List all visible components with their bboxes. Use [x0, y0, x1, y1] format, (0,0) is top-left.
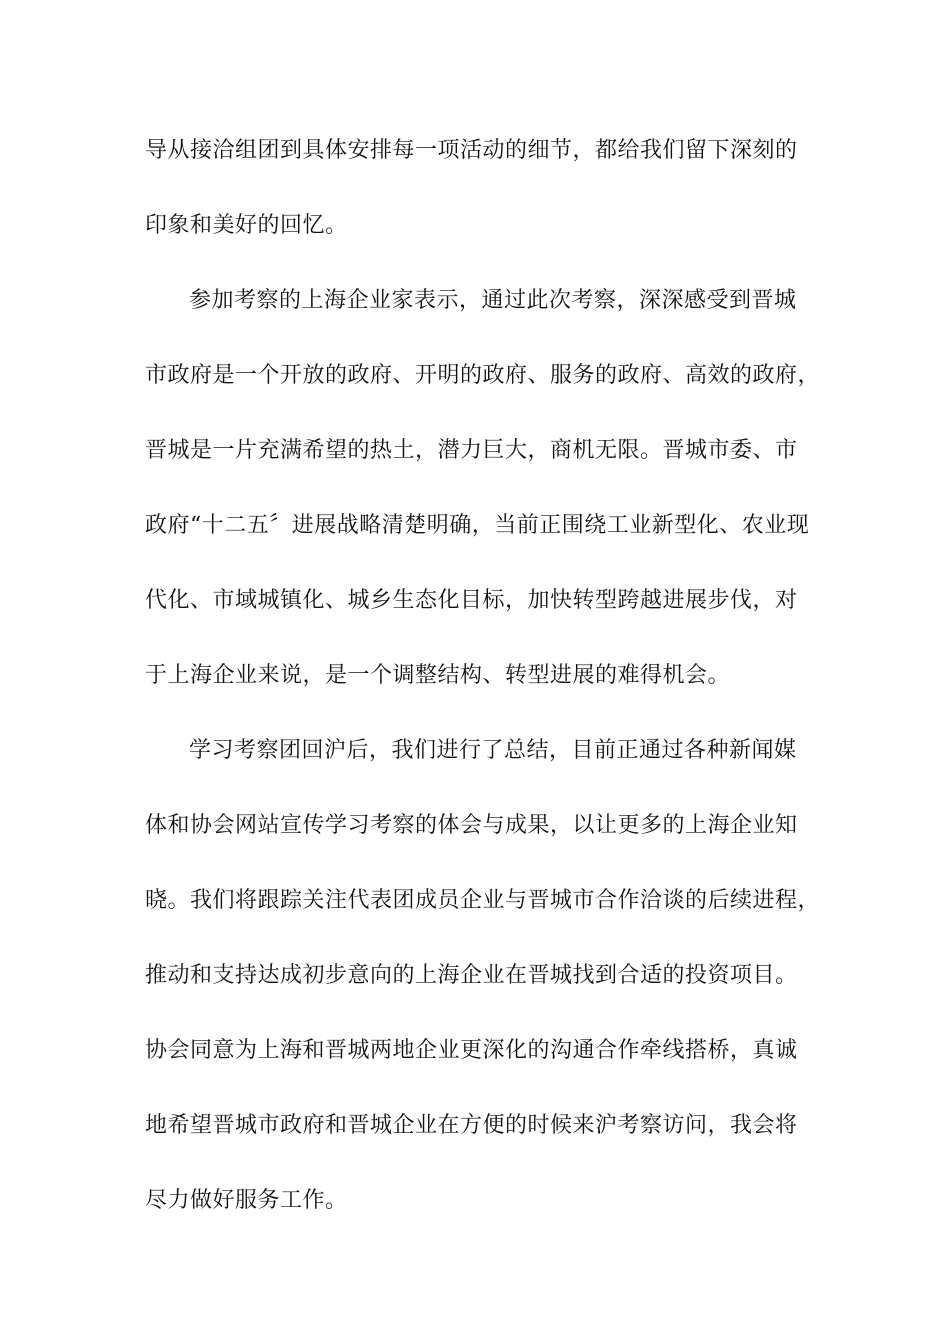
text-line: 印象和美好的回忆。: [145, 213, 348, 238]
text-line: 地希望晋城市政府和晋城企业在方便的时候来沪考察访问，我会将: [145, 1113, 798, 1138]
text-line: 尽力做好服务工作。: [145, 1188, 348, 1213]
text-line: 于上海企业来说，是一个调整结构、转型进展的难得机会。: [145, 663, 731, 688]
text-line: 晓。我们将跟踪关注代表团成员企业与晋城市合作洽谈的后续进程，: [145, 888, 821, 913]
text-line: 协会同意为上海和晋城两地企业更深化的沟通合作牵线搭桥，真诚: [145, 1038, 798, 1063]
text-line: 政府“十二五〞进展战略清楚明确，当前正围绕工业新型化、农业现: [145, 513, 810, 538]
text-line: 导从接洽组团到具体安排每一项活动的细节，都给我们留下深刻的: [145, 138, 798, 163]
text-line: 体和协会网站宣传学习考察的体会与成果，以让更多的上海企业知: [145, 813, 798, 838]
paragraph-start-line: 学习考察团回沪后，我们进行了总结，目前正通过各种新闻媒: [189, 738, 797, 763]
text-line: 代化、市域城镇化、城乡生态化目标，加快转型跨越进展步伐，对: [145, 588, 798, 613]
document-body: [145, 128, 825, 1253]
text-line: 晋城是一片充满希望的热土，潜力巨大，商机无限。晋城市委、市: [145, 438, 798, 463]
text-line: 市政府是一个开放的政府、开明的政府、服务的政府、高效的政府，: [145, 363, 821, 388]
paragraph-start-line: 参加考察的上海企业家表示，通过此次考察，深深感受到晋城: [189, 288, 797, 313]
text-line: 推动和支持达成初步意向的上海企业在晋城找到合适的投资项目。: [145, 963, 798, 988]
